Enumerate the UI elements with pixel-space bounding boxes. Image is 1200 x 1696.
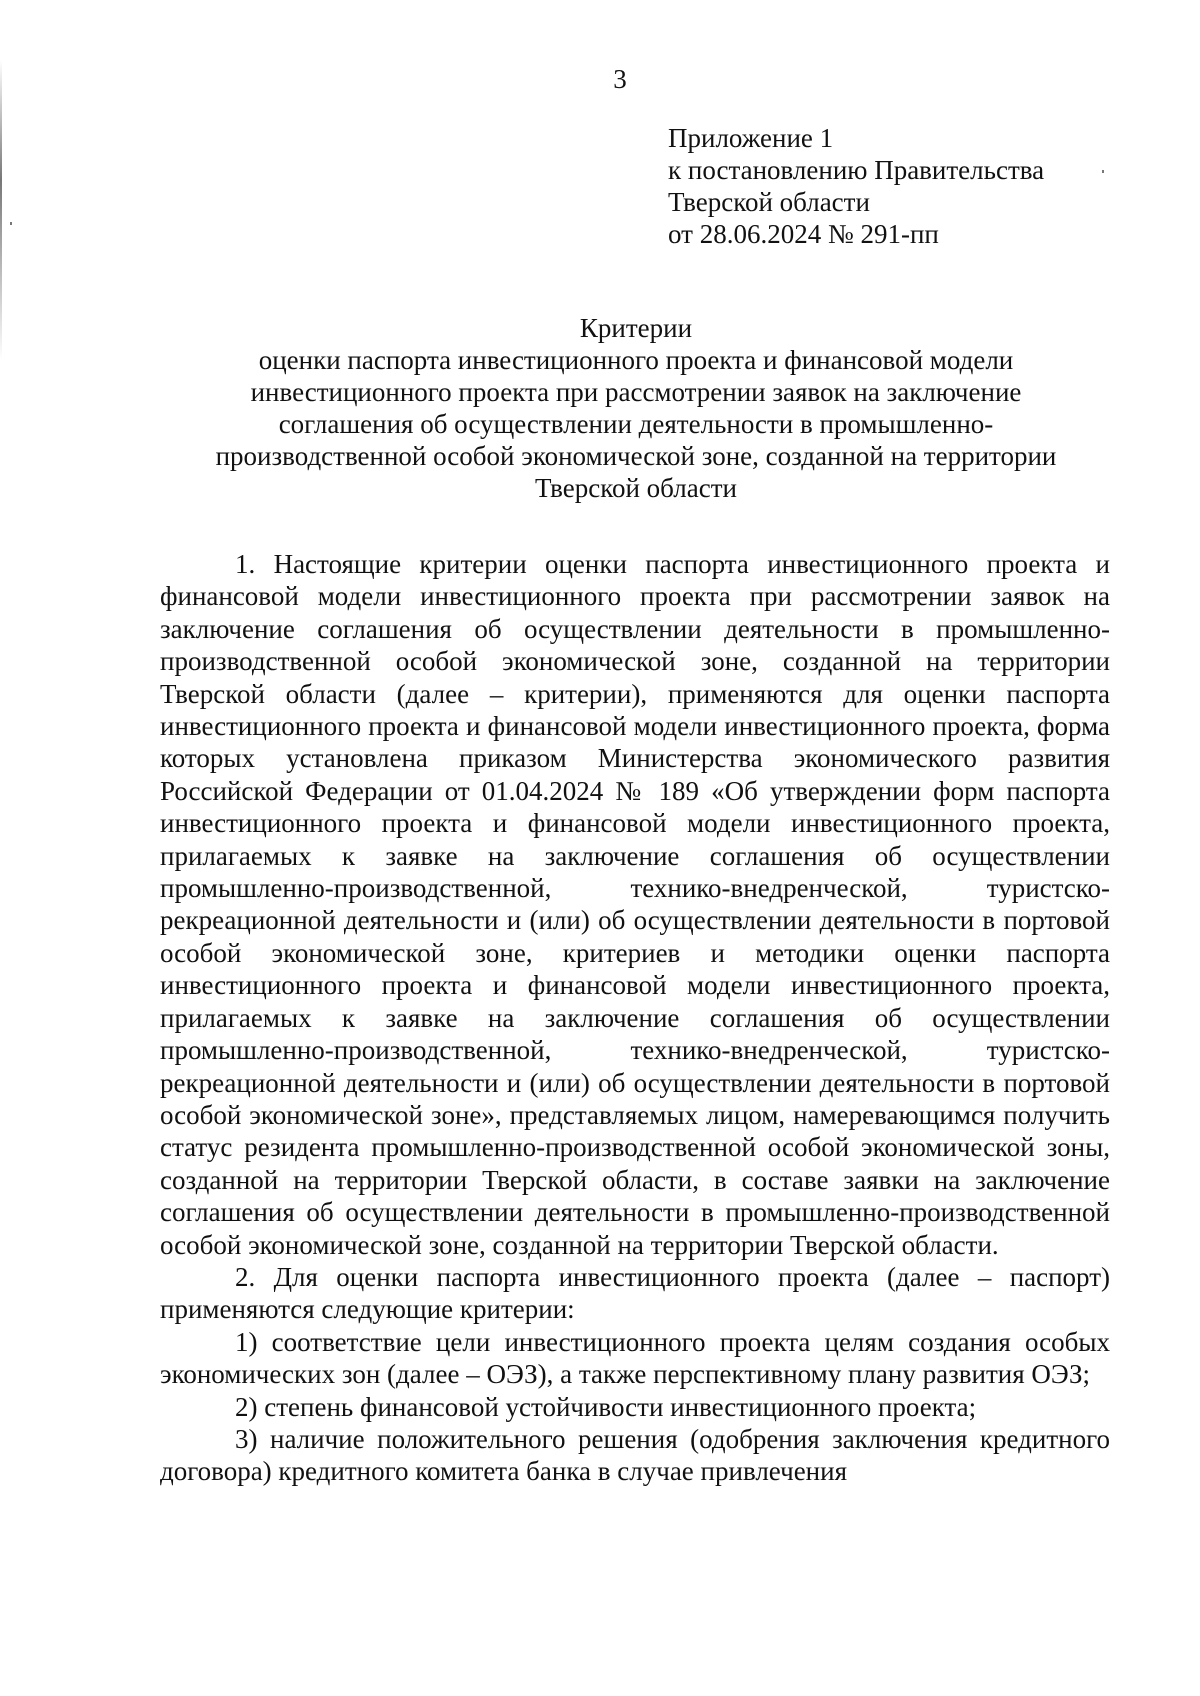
document-body	[160, 548, 1110, 1488]
scan-speck	[10, 222, 12, 225]
paragraph-1: 1. Настоящие критерии оценки паспорта инвестиционного проекта и финансовой модели инвестиционного проекта при рассмотрении заявок на заключение соглашения об осуществлении деятельности в промышленно-производственной особой экономической зоне, созданной на территории Тверской области (далее – критерии), применяются для оценки паспорта инвестиционного проекта и финансовой модели инвестиционного проекта, форма которых установлена приказом Министерства экономического развития Российской Федерации от 01.04.2024 № 189 «Об утверждении форм паспорта инвестиционного проекта и финансовой модели инвестиционного проекта, прилагаемых к заявке на заключение соглашения об осуществлении промышленно-производственной, технико-внедренческой, туристско-рекреационной деятельности и (или) об осуществлении деятельности в портовой особой экономической зоне, критериев и методики оценки паспорта инвестиционного проекта и финансовой модели инвестиционного проекта, прилагаемых к заявке на заключение соглашения об осуществлении промышленно-производственной, технико-внедренческой, туристско-рекреационной деятельности и (или) об осуществлении деятельности в портовой особой экономической зоне», представляемых лицом, намеревающимся получить статус резидента промышленно-производственной особой экономической зоны, созданной на территории Тверской области, в составе заявки на заключение соглашения об осуществлении деятельности в промышленно-производственной особой экономической зоне, созданной на территории Тверской области.	[160, 549, 1110, 1260]
appendix-header	[668, 122, 1044, 250]
list-item-1: 1) соответствие цели инвестиционного проекта целям создания особых экономических зон (далее – ОЭЗ), а также перспективному плану развития ОЭЗ;	[160, 1326, 1110, 1390]
title-heading: Критерии	[579, 313, 693, 343]
appendix-line: Тверской области	[668, 187, 870, 217]
paragraph-2: 2. Для оценки паспорта инвестиционного проекта (далее – паспорт) применяются следующие критерии:	[160, 1261, 1110, 1325]
appendix-date-number: от 28.06.2024 № 291-пп	[668, 219, 939, 249]
scan-speck	[1102, 170, 1104, 173]
title-subtitle-line: оценки паспорта инвестиционного проекта и финансовой модели	[258, 345, 1014, 375]
scan-edge-shadow	[0, 60, 2, 360]
title-subtitle-line: инвестиционного проекта при рассмотрении заявок на заключение	[250, 377, 1022, 407]
title-subtitle-line: производственной особой экономической зоне, созданной на территории	[215, 441, 1057, 471]
title-subtitle-line: Тверской области	[535, 473, 737, 503]
title-subtitle-line: соглашения об осуществлении деятельности в промышленно-	[278, 409, 994, 439]
document-title	[160, 312, 1112, 504]
list-item-2: 2) степень финансовой устойчивости инвестиционного проекта;	[235, 1391, 977, 1422]
appendix-line: Приложение 1	[668, 123, 834, 153]
page-number: 3	[613, 64, 627, 94]
appendix-line: к постановлению Правительства	[668, 155, 1045, 185]
list-item-3: 3) наличие положительного решения (одобрения заключения кредитного договора) кредитного комитета банка в случае привлечения	[160, 1423, 1110, 1487]
